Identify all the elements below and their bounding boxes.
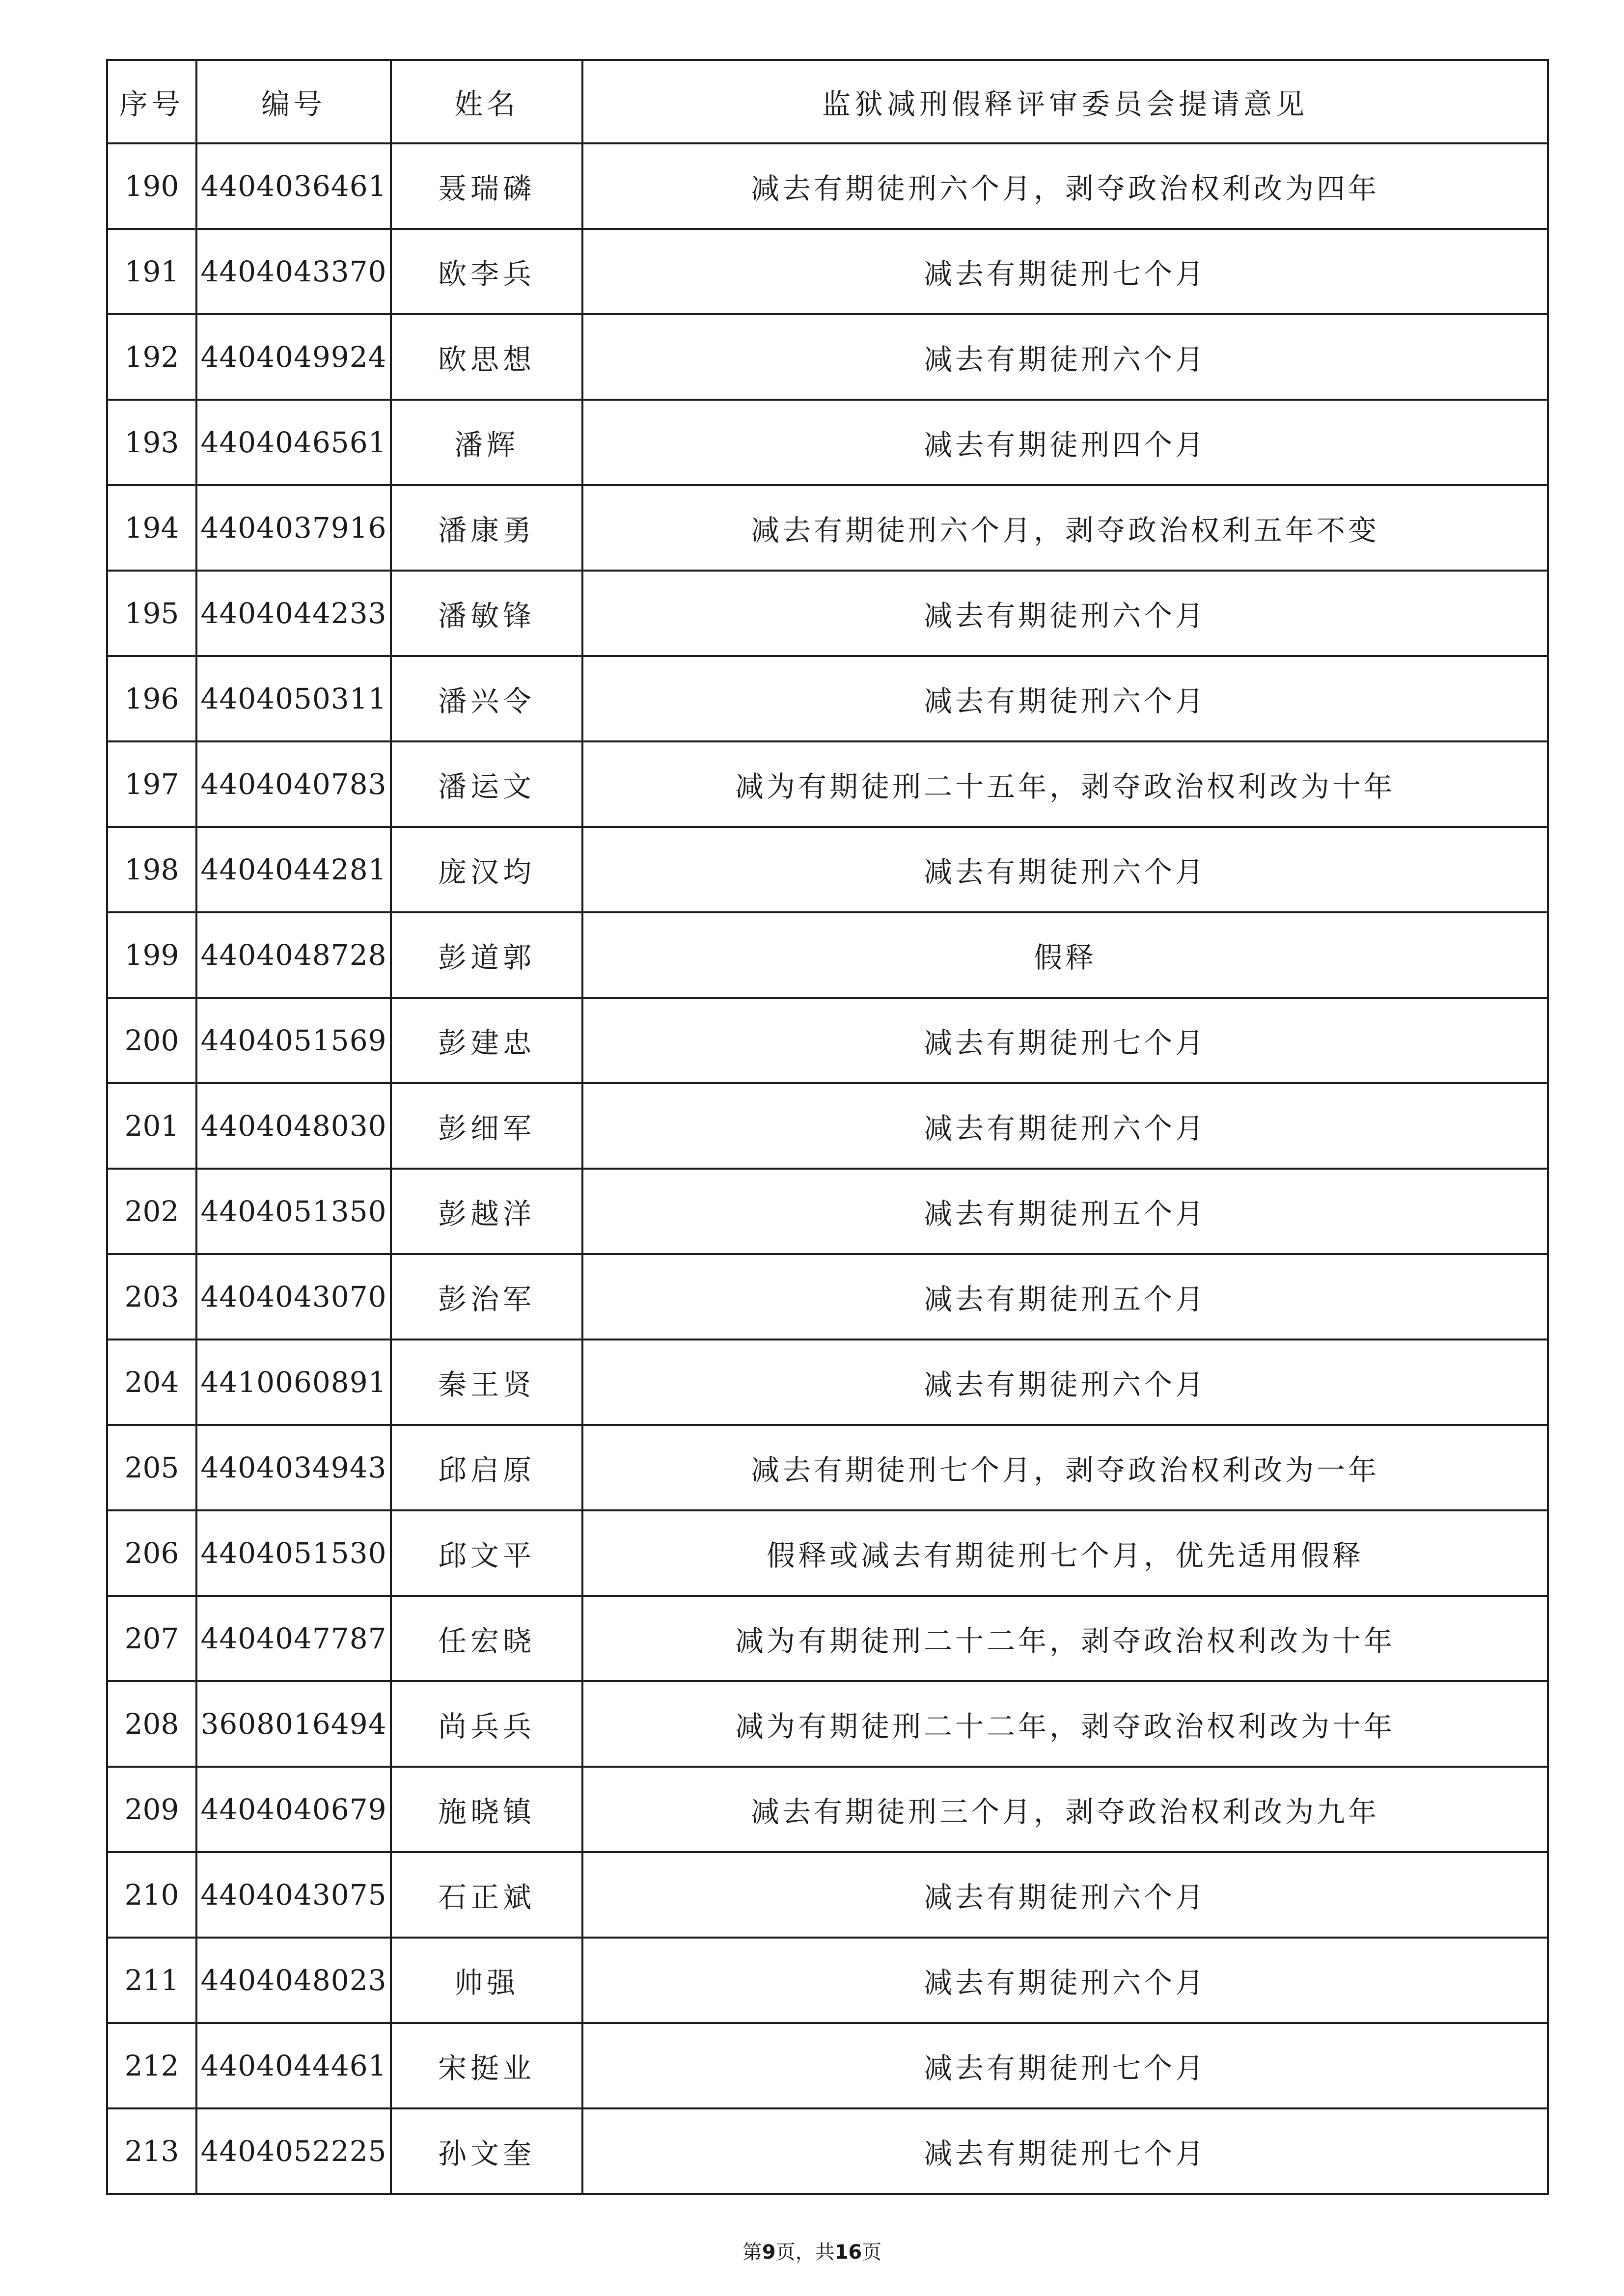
cell-seq: 200 xyxy=(107,998,196,1083)
cell-name: 尚兵兵 xyxy=(391,1681,582,1767)
cell-number: 4404051350 xyxy=(196,1169,391,1254)
footer-page-number: 9 xyxy=(762,2241,776,2264)
cell-seq: 195 xyxy=(107,571,196,656)
cell-number: 4404047787 xyxy=(196,1596,391,1681)
cell-name: 潘康勇 xyxy=(391,485,582,571)
cell-opinion: 减去有期徒刑六个月 xyxy=(582,827,1548,912)
cell-number: 4404037916 xyxy=(196,485,391,571)
cell-seq: 212 xyxy=(107,2023,196,2108)
cell-seq: 202 xyxy=(107,1169,196,1254)
cell-opinion: 减去有期徒刑五个月 xyxy=(582,1254,1548,1339)
cell-name: 彭道郭 xyxy=(391,912,582,998)
table-row xyxy=(107,314,1548,400)
cell-opinion: 减去有期徒刑六个月 xyxy=(582,571,1548,656)
cell-name: 潘敏锋 xyxy=(391,571,582,656)
cell-name: 聂瑞磷 xyxy=(391,143,582,229)
header-opinion: 监狱减刑假释评审委员会提请意见 xyxy=(582,60,1548,143)
cell-opinion: 假释或减去有期徒刑七个月，优先适用假释 xyxy=(582,1510,1548,1596)
cell-number: 4404051569 xyxy=(196,998,391,1083)
table-row xyxy=(107,143,1548,229)
cell-seq: 207 xyxy=(107,1596,196,1681)
cell-opinion: 减去有期徒刑七个月 xyxy=(582,998,1548,1083)
cell-seq: 206 xyxy=(107,1510,196,1596)
table-row xyxy=(107,656,1548,741)
cell-name: 欧李兵 xyxy=(391,229,582,314)
cell-seq: 196 xyxy=(107,656,196,741)
cell-seq: 192 xyxy=(107,314,196,400)
table-header-row xyxy=(107,60,1548,143)
table-row xyxy=(107,1938,1548,2023)
cell-opinion: 减去有期徒刑七个月 xyxy=(582,229,1548,314)
cell-number: 3608016494 xyxy=(196,1681,391,1767)
cell-seq: 201 xyxy=(107,1083,196,1169)
cell-number: 4404034943 xyxy=(196,1425,391,1510)
cell-name: 石正斌 xyxy=(391,1852,582,1938)
cell-seq: 194 xyxy=(107,485,196,571)
page-footer xyxy=(0,2237,1624,2265)
cell-number: 4404046561 xyxy=(196,400,391,485)
cell-name: 庞汉均 xyxy=(391,827,582,912)
commutation-roster-table xyxy=(106,59,1549,2195)
table-row xyxy=(107,741,1548,827)
cell-seq: 197 xyxy=(107,741,196,827)
cell-number: 4404044461 xyxy=(196,2023,391,2108)
cell-seq: 205 xyxy=(107,1425,196,1510)
cell-opinion: 减去有期徒刑六个月 xyxy=(582,1339,1548,1425)
cell-opinion: 减去有期徒刑四个月 xyxy=(582,400,1548,485)
cell-number: 4404051530 xyxy=(196,1510,391,1596)
cell-seq: 204 xyxy=(107,1339,196,1425)
table-row xyxy=(107,1681,1548,1767)
cell-name: 潘辉 xyxy=(391,400,582,485)
table-row xyxy=(107,1083,1548,1169)
table-row xyxy=(107,571,1548,656)
cell-seq: 210 xyxy=(107,1852,196,1938)
cell-name: 潘运文 xyxy=(391,741,582,827)
cell-seq: 193 xyxy=(107,400,196,485)
table-row xyxy=(107,2023,1548,2108)
table-row xyxy=(107,998,1548,1083)
cell-number: 4404048023 xyxy=(196,1938,391,2023)
table-row xyxy=(107,400,1548,485)
cell-seq: 190 xyxy=(107,143,196,229)
cell-number: 4404044281 xyxy=(196,827,391,912)
table-body xyxy=(107,143,1548,2194)
cell-name: 施晓镇 xyxy=(391,1767,582,1852)
cell-seq: 208 xyxy=(107,1681,196,1767)
cell-name: 邱文平 xyxy=(391,1510,582,1596)
header-seq: 序号 xyxy=(107,60,196,143)
cell-name: 潘兴令 xyxy=(391,656,582,741)
cell-name: 秦王贤 xyxy=(391,1339,582,1425)
cell-name: 宋挺业 xyxy=(391,2023,582,2108)
cell-opinion: 减去有期徒刑六个月 xyxy=(582,1083,1548,1169)
cell-seq: 211 xyxy=(107,1938,196,2023)
cell-number: 4404049924 xyxy=(196,314,391,400)
table-row xyxy=(107,1767,1548,1852)
cell-opinion: 减去有期徒刑六个月，剥夺政治权利五年不变 xyxy=(582,485,1548,571)
cell-name: 孙文奎 xyxy=(391,2108,582,2194)
cell-number: 4404040783 xyxy=(196,741,391,827)
table-row xyxy=(107,2108,1548,2194)
table-row xyxy=(107,1510,1548,1596)
cell-opinion: 减为有期徒刑二十五年，剥夺政治权利改为十年 xyxy=(582,741,1548,827)
cell-number: 4404043075 xyxy=(196,1852,391,1938)
footer-total-pages: 16 xyxy=(834,2241,862,2264)
table-row xyxy=(107,1425,1548,1510)
cell-opinion: 假释 xyxy=(582,912,1548,998)
cell-number: 4404044233 xyxy=(196,571,391,656)
header-name: 姓名 xyxy=(391,60,582,143)
cell-seq: 213 xyxy=(107,2108,196,2194)
cell-name: 彭越洋 xyxy=(391,1169,582,1254)
cell-name: 彭细军 xyxy=(391,1083,582,1169)
table-row xyxy=(107,485,1548,571)
cell-name: 邱启原 xyxy=(391,1425,582,1510)
cell-opinion: 减去有期徒刑七个月，剥夺政治权利改为一年 xyxy=(582,1425,1548,1510)
cell-number: 4410060891 xyxy=(196,1339,391,1425)
cell-name: 彭建忠 xyxy=(391,998,582,1083)
cell-seq: 191 xyxy=(107,229,196,314)
cell-opinion: 减去有期徒刑六个月，剥夺政治权利改为四年 xyxy=(582,143,1548,229)
cell-number: 4404052225 xyxy=(196,2108,391,2194)
cell-name: 帅强 xyxy=(391,1938,582,2023)
cell-seq: 209 xyxy=(107,1767,196,1852)
cell-seq: 198 xyxy=(107,827,196,912)
table-row xyxy=(107,229,1548,314)
footer-middle: 页，共 xyxy=(775,2241,835,2264)
cell-name: 彭治军 xyxy=(391,1254,582,1339)
cell-name: 欧思想 xyxy=(391,314,582,400)
cell-number: 4404043070 xyxy=(196,1254,391,1339)
cell-number: 4404036461 xyxy=(196,143,391,229)
cell-number: 4404048728 xyxy=(196,912,391,998)
cell-seq: 199 xyxy=(107,912,196,998)
footer-suffix: 页 xyxy=(862,2241,882,2264)
cell-number: 4404050311 xyxy=(196,656,391,741)
table-row xyxy=(107,1339,1548,1425)
cell-opinion: 减去有期徒刑五个月 xyxy=(582,1169,1548,1254)
cell-opinion: 减去有期徒刑七个月 xyxy=(582,2023,1548,2108)
table-row xyxy=(107,1852,1548,1938)
footer-prefix: 第 xyxy=(742,2241,762,2264)
table-row xyxy=(107,1254,1548,1339)
cell-opinion: 减去有期徒刑六个月 xyxy=(582,656,1548,741)
cell-opinion: 减去有期徒刑七个月 xyxy=(582,2108,1548,2194)
cell-opinion: 减为有期徒刑二十二年，剥夺政治权利改为十年 xyxy=(582,1596,1548,1681)
cell-number: 4404043370 xyxy=(196,229,391,314)
cell-opinion: 减为有期徒刑二十二年，剥夺政治权利改为十年 xyxy=(582,1681,1548,1767)
cell-seq: 203 xyxy=(107,1254,196,1339)
cell-name: 任宏晓 xyxy=(391,1596,582,1681)
table-row xyxy=(107,912,1548,998)
header-number: 编号 xyxy=(196,60,391,143)
table-row xyxy=(107,1596,1548,1681)
cell-opinion: 减去有期徒刑六个月 xyxy=(582,1938,1548,2023)
cell-number: 4404040679 xyxy=(196,1767,391,1852)
table-row xyxy=(107,1169,1548,1254)
cell-opinion: 减去有期徒刑六个月 xyxy=(582,314,1548,400)
table-row xyxy=(107,827,1548,912)
cell-number: 4404048030 xyxy=(196,1083,391,1169)
cell-opinion: 减去有期徒刑六个月 xyxy=(582,1852,1548,1938)
cell-opinion: 减去有期徒刑三个月，剥夺政治权利改为九年 xyxy=(582,1767,1548,1852)
